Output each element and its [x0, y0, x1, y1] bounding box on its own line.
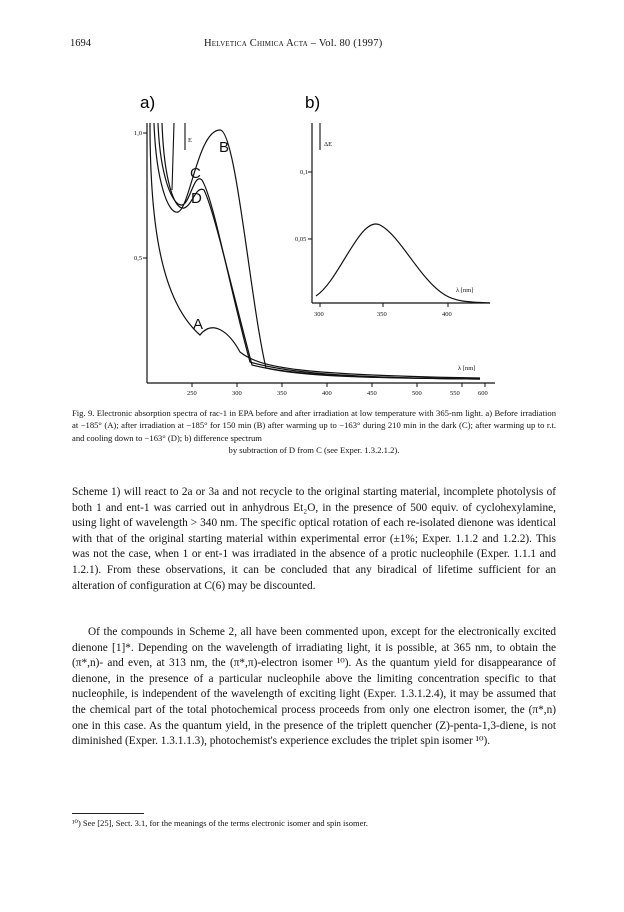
panel-a-x-tick-label: 300	[232, 390, 242, 397]
panel-a-plot	[143, 123, 495, 387]
curve-d	[162, 123, 480, 379]
footnote-10: ¹⁰) See [25], Sect. 3.1, for the meanings of the terms electronic isomer and spin isomer.	[72, 818, 368, 828]
curve-b	[154, 123, 480, 379]
paragraph-1: Scheme 1) will react to 2a or 3a and not recycle to the original starting material, incomplete photolysis of both 1 and ent-1 was carried out in anhydrous Et₂O, in the presence of 500 equiv. of cyclohexylamine, using light of wavelength > 340 nm. The specific optical rotation of each re-isolated dienone was identical with that of the original starting material within experimental error (±1%; Exper. 1.1.2 and 1.2.2). This was not the case, when 1 or ent-1 was irradiated in the absence of a protic nucleophile (Exper. 1.1.1 and 1.2.1). From these observations, it can be concluded that any biradical of lifetime sufficient for an alteration of configuration at C(6) may be discounted.	[72, 486, 556, 592]
paragraph-2: Of the compounds in Scheme 2, all have been commented upon, except for the electronically excited dienone [1]*. Depending on the wavelength of irradiating light, it is possible, at 365 nm, to obtain the (π*,n)- and even, at 313 nm, the (π*,π)-electron isomer ¹⁰). As the quantum yield for disappearance of dienone, in the presence of a particular nucleophile above the limiting concentration specific to that nucleophile, is independent of the wavelength of exciting light (Exper. 1.3.1.2.4), it may be assumed that the chemical part of the total photochemical process proceeds from only one electron isomer, the (π*,n) one in this case. As the quantum yield, in the presence of the triplett quencher (Z)-penta-1,3-diene, is not diminished (Exper. 1.3.1.1.3), photochemist's experience excludes the triplet spin isomer ¹⁰).	[72, 626, 556, 748]
panel-b-label: b)	[305, 93, 321, 112]
caption-line-2: by subtraction of D from C (see Exper. 1.3.2.1.2).	[228, 445, 400, 456]
curve-c	[158, 123, 480, 379]
panel-b-x-tick-label: 350	[377, 311, 387, 318]
journal-volume: – Vol. 80 (1997)	[310, 38, 383, 49]
curve-label-a: A	[193, 316, 204, 333]
curve-label-b: B	[219, 139, 230, 156]
panel-a-x-tick-label: 450	[367, 390, 377, 397]
curve-a	[150, 123, 480, 378]
figure-9	[0, 0, 624, 400]
panel-a-y-tick-label: 0,5	[134, 255, 143, 262]
panel-a-y-tick-label: 1,0	[134, 130, 143, 137]
panel-a-x-tick-label: 400	[322, 390, 332, 397]
panel-a-x-label: λ [nm]	[458, 365, 476, 372]
panel-b-plot	[308, 123, 490, 307]
curve-label-d: D	[191, 190, 202, 207]
panel-a-x-tick-label: 500	[412, 390, 422, 397]
panel-a-x-tick-label: 250	[187, 390, 197, 397]
panel-b-y-tick-label: 0,1	[300, 169, 309, 176]
panel-a-x-tick-label: 350	[277, 390, 287, 397]
page-number: 1694	[70, 38, 91, 49]
arrow-e-shaft	[172, 123, 174, 190]
panel-b-x-label: λ [nm]	[456, 287, 474, 294]
panel-a-x-tick-label: 550	[450, 390, 460, 397]
panel-b-x-tick-label: 300	[314, 311, 324, 318]
panel-b-y-tick-label: 0,05	[295, 236, 307, 243]
panel-b-x-tick-label: 400	[442, 311, 452, 318]
panel-a-x-tick-label: 600	[478, 390, 488, 397]
figure-caption	[72, 407, 556, 457]
footnote-rule	[72, 813, 144, 814]
curve-label-c: C	[190, 165, 201, 182]
journal-name: Helvetica Chimica Acta	[204, 38, 308, 49]
caption-line-1: Fig. 9. Electronic absorption spectra of rac-1 in EPA before and after irradiation at low temperature with 365-nm light. a) Before irradiation at −185° (A); after irradiation at −185° for 150 min (B) after warming up to −163° during 210 min in the dark (C); after warming up to r.t. and cooling down to −163° (D); b) difference spectrum	[72, 408, 556, 443]
panel-a-y-label: E	[188, 137, 192, 144]
panel-b-y-label: ΔE	[324, 141, 333, 148]
panel-a-label: a)	[140, 93, 156, 112]
